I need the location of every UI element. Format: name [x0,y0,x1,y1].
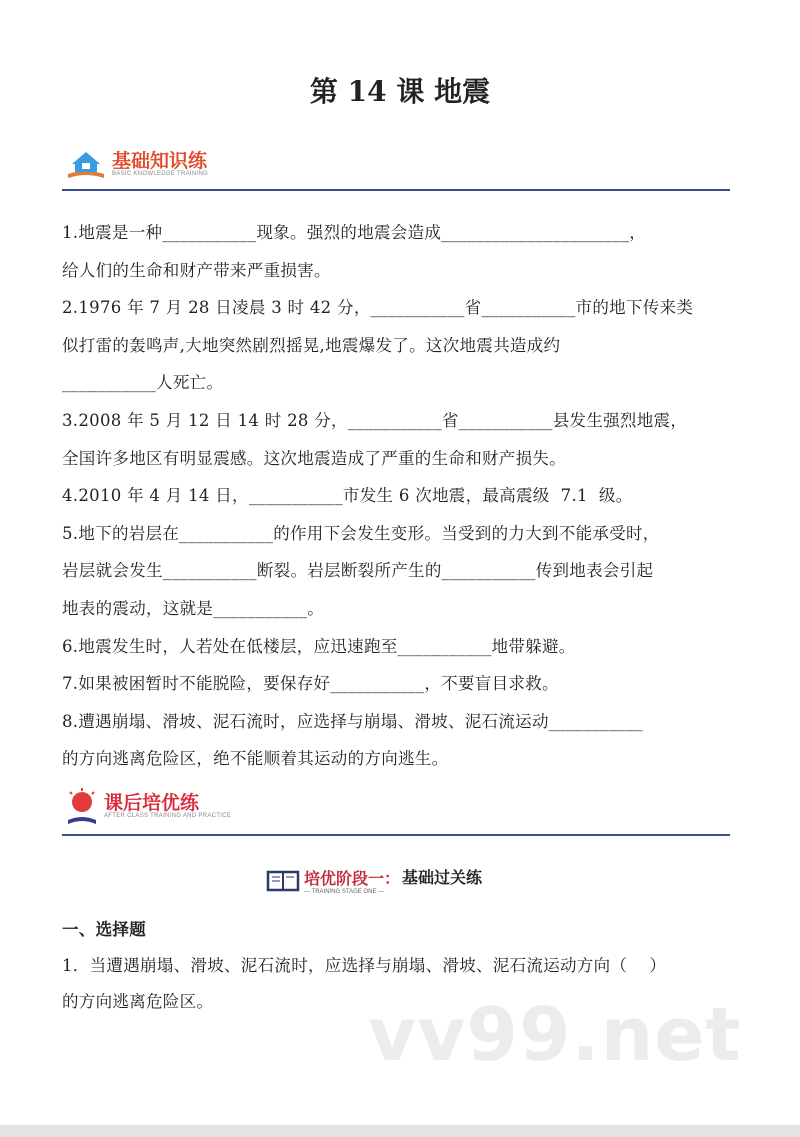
house-book-icon [64,148,108,180]
stage-title: 基础过关练 [402,868,483,887]
text-line: 的方向逃离危险区。 [62,992,214,1011]
text-line: 3.2008 年 5 月 12 日 14 时 28 分，___________省___________县发生强烈地震， [62,411,688,430]
text-line: ___________人死亡。 [62,373,224,393]
banner-subtitle: AFTER CLASS TRAINING AND PRACTICE [104,813,232,819]
text-line: 6.地震发生时，人若处在低楼层，应迅速跑至___________地带躲避。 [62,636,576,656]
banner-subtitle: BASIC KNOWLEDGE TRAINING [112,171,209,177]
text-line: 1.地震是一种___________现象。强烈的地震会造成______________________， [62,223,647,242]
divider [62,189,730,191]
text-line: 8.遭遇崩塌、滑坡、泥石流时，应选择与崩塌、滑坡、泥石流运动___________ [62,711,643,731]
page-bottom-edge [0,1125,800,1137]
text-line: 7.如果被困暂时不能脱险，要保存好___________，不要盲目求救。 [62,674,559,694]
banner-title: 课后培优练 [104,792,200,814]
watermark: vv99.net [368,992,742,1078]
open-book-icon [266,869,300,893]
text-line: 4.2010 年 4 月 14 日，___________市发生 6 次地震，最高震级 7.1 级。 [62,486,633,506]
lesson-title: 第 14 课 地震 [309,75,491,108]
training-stage-header [266,866,482,895]
after-class-banner [64,786,231,826]
text-line: 给人们的生命和财产带来严重损害。 [62,260,331,280]
divider [62,834,730,836]
text-line: 2.1976 年 7 月 28 日凌晨 3 时 42 分，___________省___________市的地下传来类 [62,298,694,318]
text-line: 岩层就会发生___________断裂。岩层断裂所产生的___________传到地表会引起 [62,561,654,581]
text-line: 地表的震动，这就是___________。 [62,599,325,618]
text-line: 的方向逃离危险区，绝不能顺着其运动的方向逃生。 [62,749,449,769]
text-line: 全国许多地区有明显震感。这次地震造成了严重的生命和财产损失。 [62,448,566,468]
basic-knowledge-banner [64,148,208,180]
text-line: 5.地下的岩层在___________的作用下会发生变形。当受到的力大到不能承受时， [62,523,660,543]
section-heading: 一、选择题 [62,920,146,939]
text-line: 似打雷的轰鸣声,大地突然剧烈摇晃,地震爆发了。这次地震共造成约 [62,335,561,355]
stage-label: 培优阶段一： [304,869,401,888]
lightbulb-icon [64,786,100,826]
text-line: 1．当遭遇崩塌、滑坡、泥石流时，应选择与崩塌、滑坡、泥石流运动方向（ ） [62,956,667,975]
banner-title: 基础知识练 [112,150,208,172]
stage-subtitle: — TRAINING STAGE ONE — [304,889,385,895]
